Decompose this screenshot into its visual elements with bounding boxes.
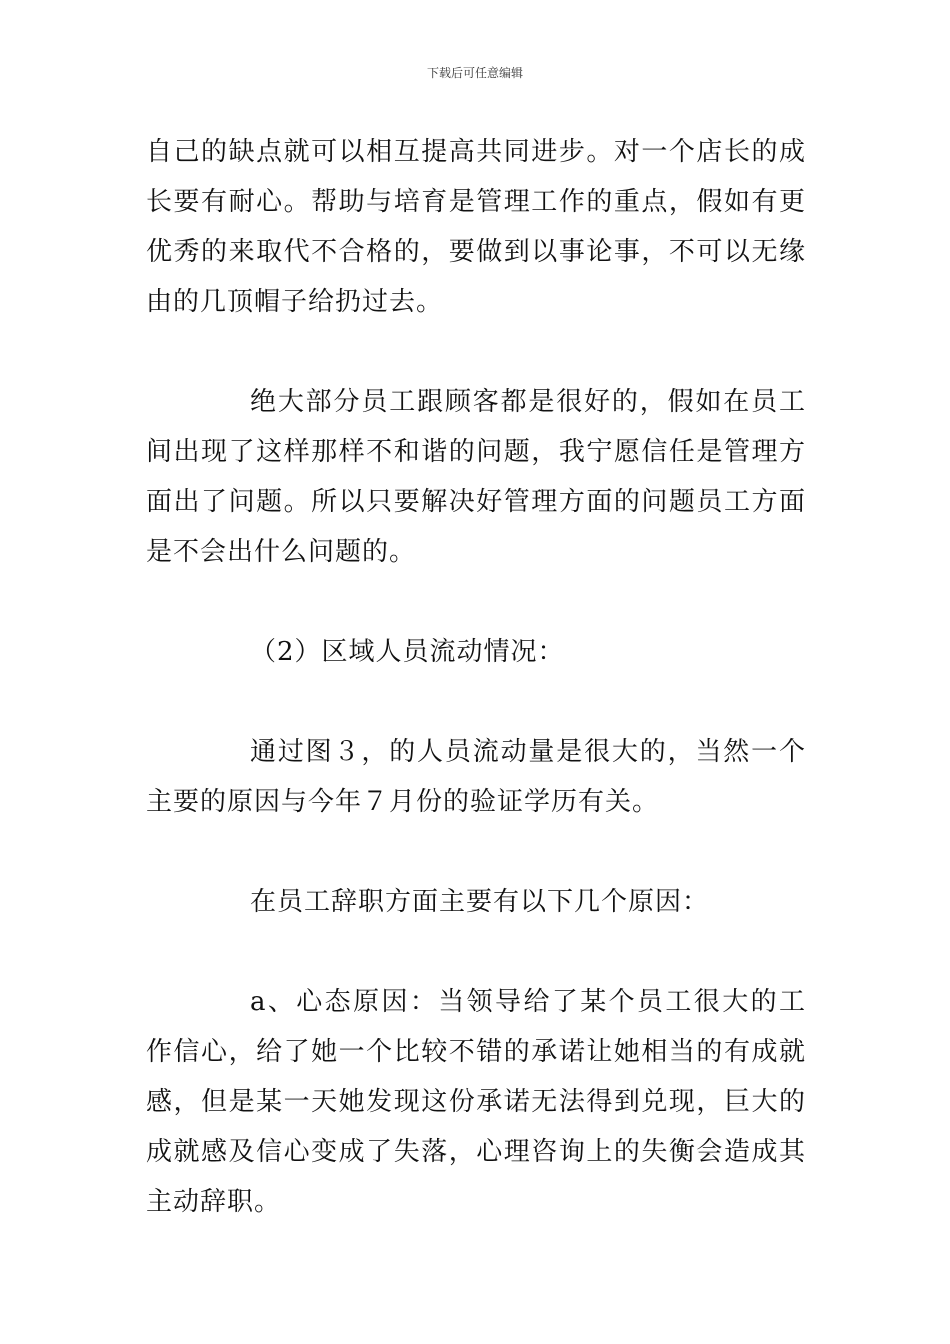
paragraph-1: 自己的缺点就可以相互提高共同进步。对一个店长的成长要有耐心。帮助与培育是管理工作的重点，假如有更优秀的来取代不合格的，要做到以事论事，不可以无缘由的几顶帽子给扔过去。	[146, 137, 806, 317]
page-header: 下载后可任意编辑	[426, 66, 523, 80]
paragraph-spacer	[146, 327, 806, 377]
document-body	[146, 127, 806, 1227]
paragraph-spacer	[146, 827, 806, 877]
paragraph-spacer	[146, 677, 806, 727]
section-heading: （2）区域人员流动情况：	[250, 637, 565, 667]
paragraph-spacer	[146, 577, 806, 627]
paragraph-2: 绝大部分员工跟顾客都是很好的，假如在员工间出现了这样那样不和谐的问题，我宁愿信任是管理方面出了问题。所以只要解决好管理方面的问题员工方面是不会出什么问题的。	[146, 387, 806, 567]
paragraph-3: 通过图３，的人员流动量是很大的，当然一个主要的原因与今年７月份的验证学历有关。	[146, 737, 806, 817]
paragraph-spacer	[146, 927, 806, 977]
paragraph-4: 在员工辞职方面主要有以下几个原因：	[250, 887, 710, 917]
paragraph-5: a、心态原因：当领导给了某个员工很大的工作信心，给了她一个比较不错的承诺让她相当的有成就感，但是某一天她发现这份承诺无法得到兑现，巨大的成就感及信心变成了失落，心理咨询上的失衡会造成其主动辞职。	[146, 987, 806, 1217]
